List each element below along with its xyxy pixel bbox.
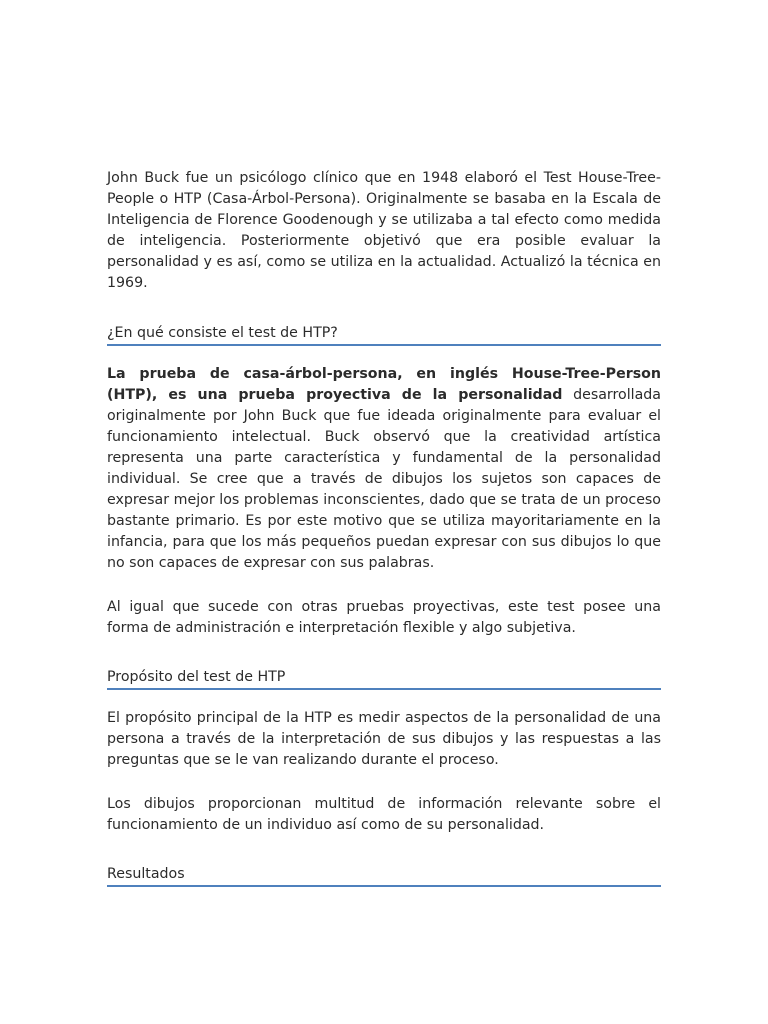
section-heading-htp: ¿En qué consiste el test de HTP?	[107, 323, 661, 346]
intro-paragraph: John Buck fue un psicólogo clínico que en 1948 elaboró el Test House-Tree-People o HTP (Casa-Árbol-Persona). Originalmente se basaba en la Escala de Inteligencia de Florence Goodenough y se utilizaba a tal efecto como medida de inteligencia. Posteriormente objetivó que era posible evaluar la personalidad y es así, como se utiliza en la actualidad. Actualizó la técnica en 1969.	[107, 170, 661, 291]
section-heading-purpose: Propósito del test de HTP	[107, 667, 661, 690]
htp-definition-bold: La prueba de casa-árbol-persona, en inglés House-Tree-Person (HTP), es una prueba proyectiva de la personalidad	[107, 366, 661, 403]
document-page	[107, 168, 661, 905]
htp-description-text: desarrollada originalmente por John Buck que fue ideada originalmente para evaluar el funcionamiento intelectual. Buck observó que la creatividad artística representa una parte característica y fundamental de la personalidad individual. Se cree que a través de dibujos los sujetos son capaces de expresar mejor los problemas inconscientes, dado que se trata de un proceso bastante primario. Es por este motivo que se utiliza mayoritariamente en la infancia, para que los más pequeños puedan expresar con sus dibujos lo que no son capaces de expresar con sus palabras.	[107, 387, 661, 571]
section-heading-results: Resultados	[107, 864, 661, 887]
projective-tests-paragraph: Al igual que sucede con otras pruebas proyectivas, este test posee una forma de administración e interpretación flexible y algo subjetiva.	[107, 599, 661, 636]
purpose-paragraph: El propósito principal de la HTP es medir aspectos de la personalidad de una persona a través de la interpretación de sus dibujos y las respuestas a las preguntas que se le van realizando durante el proceso.	[107, 710, 661, 768]
htp-description-paragraph	[107, 364, 661, 574]
drawings-paragraph: Los dibujos proporcionan multitud de información relevante sobre el funcionamiento de un individuo así como de su personalidad.	[107, 796, 661, 833]
